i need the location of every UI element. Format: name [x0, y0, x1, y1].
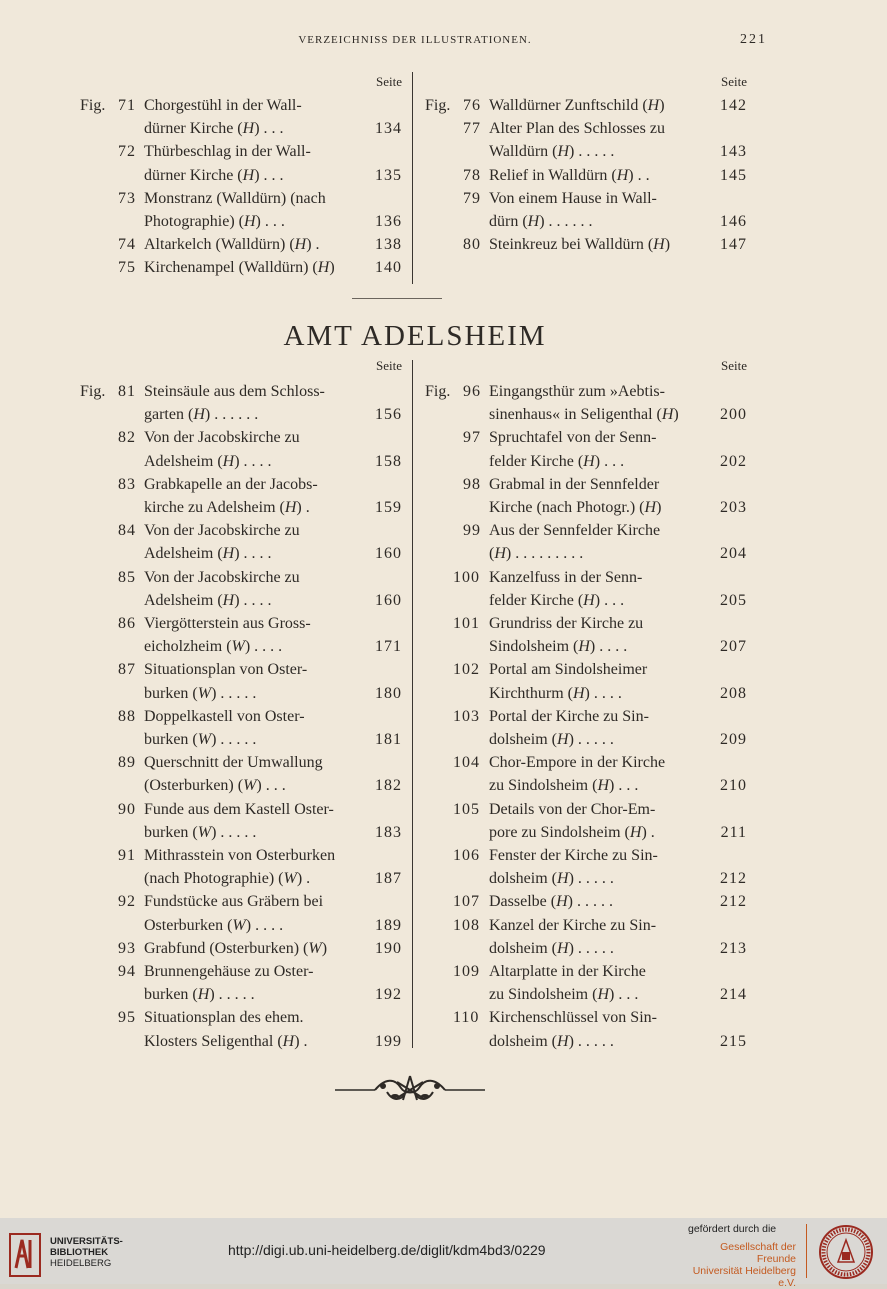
entry-text: dolsheim (H) . . . . .	[489, 1032, 614, 1050]
figure-number: 96	[463, 383, 481, 400]
page-ref: 136	[375, 213, 402, 230]
entry-line	[425, 210, 747, 233]
entry-line	[80, 612, 402, 635]
figure-number: 85	[118, 568, 136, 586]
entry-line	[80, 233, 402, 256]
page-ref: 190	[375, 939, 402, 957]
entry-text: dürner Kirche (H) . . .	[144, 166, 284, 184]
figure-number: 104	[453, 754, 480, 772]
entry-text: Adelsheim (H) . . . .	[144, 591, 272, 609]
entry-line	[80, 682, 402, 705]
entry-text: zu Sindolsheim (H) . . .	[489, 777, 639, 795]
page-ref: 183	[375, 823, 402, 841]
entry-line	[80, 705, 402, 728]
figure-number: 82	[118, 429, 136, 447]
page-ref: 208	[720, 684, 747, 702]
running-head-title: VERZEICHNISS DER ILLUSTRATIONEN.	[298, 34, 532, 46]
entry-text: Kirche (nach Photogr.) (H)	[489, 499, 662, 516]
entry-line	[80, 589, 402, 612]
entry-text: Steinkreuz bei Walldürn (H)	[489, 236, 671, 254]
entry-text: Kirchenschlüssel von Sin-	[489, 1009, 657, 1027]
university-seal-icon	[818, 1224, 874, 1280]
page-ref: 180	[375, 684, 402, 702]
entry-text: dürner Kirche (H) . . .	[144, 120, 284, 138]
entry-line	[80, 256, 402, 279]
entry-line	[425, 774, 747, 797]
entry-line	[425, 117, 747, 140]
entry-text: garten (H) . . . . . .	[144, 406, 259, 424]
figure-number: 89	[118, 754, 136, 772]
entry-line	[80, 380, 402, 403]
entry-line	[80, 473, 402, 496]
page-ref: 211	[720, 823, 747, 841]
entry-text: Fenster der Kirche zu Sin-	[489, 847, 658, 864]
entry-line	[80, 821, 402, 844]
page-ref: 135	[375, 166, 402, 184]
page-ref: 200	[720, 406, 747, 424]
figure-number: 98	[463, 475, 481, 493]
figure-number: 99	[463, 522, 481, 540]
figure-number: 86	[118, 615, 136, 632]
entry-text: zu Sindolsheim (H) . . .	[489, 986, 639, 1004]
entry-text: Viergötterstein aus Gross-	[144, 615, 311, 632]
fig-label: Fig.	[80, 97, 106, 114]
page-ref: 181	[375, 731, 402, 748]
entry-line	[425, 94, 747, 117]
figure-number: 105	[453, 800, 480, 818]
figure-number: 78	[463, 166, 481, 184]
figure-number: 83	[118, 475, 136, 493]
entry-text: Doppelkastell von Oster-	[144, 707, 305, 725]
entry-text: burken (W) . . . . .	[144, 823, 257, 841]
entry-line	[425, 187, 747, 210]
entry-text: Steinsäule aus dem Schloss-	[144, 383, 325, 400]
entry-line	[425, 890, 747, 913]
page-ref: 214	[720, 986, 747, 1004]
entry-text: Querschnitt der Umwallung	[144, 754, 323, 772]
figure-number: 80	[463, 236, 481, 254]
entry-text: Grundriss der Kirche zu	[489, 615, 644, 632]
entry-text: dolsheim (H) . . . . .	[489, 731, 614, 748]
digitization-footer	[0, 1218, 887, 1289]
entry-text: Klosters Seligenthal (H) .	[144, 1032, 308, 1050]
entry-line	[80, 496, 402, 519]
column-divider	[412, 360, 413, 1048]
entry-line	[80, 844, 402, 867]
entry-line	[80, 164, 402, 187]
entry-line	[80, 774, 402, 797]
figure-number: 73	[118, 189, 136, 207]
figure-number: 72	[118, 143, 136, 161]
page-ref: 203	[720, 499, 747, 516]
entry-text: Sindolsheim (H) . . . .	[489, 638, 628, 656]
entry-text: Relief in Walldürn (H) . .	[489, 166, 650, 184]
figure-number: 107	[453, 893, 480, 911]
entry-line	[425, 867, 747, 890]
section-title: AMT ADELSHEIM	[283, 320, 547, 352]
seite-label: Seite	[376, 358, 402, 373]
entry-line	[80, 117, 402, 140]
entry-text: Walldürn (H) . . . . .	[489, 143, 615, 161]
page-ref: 213	[720, 939, 747, 957]
section-rule	[352, 298, 442, 299]
page-ref: 212	[720, 870, 747, 888]
entry-text: Altarkelch (Walldürn) (H) .	[144, 236, 320, 254]
seite-label: Seite	[376, 74, 402, 89]
page-ref: 134	[375, 120, 402, 138]
figure-number: 71	[118, 97, 136, 114]
page-ref: 199	[375, 1032, 402, 1050]
library-name: UNIVERSITÄTS- BIBLIOTHEK HEIDELBERG	[50, 1236, 123, 1269]
entry-line	[80, 890, 402, 913]
entry-line	[425, 233, 747, 256]
fig-label: Fig.	[425, 97, 451, 114]
entry-text: Spruchtafel von der Senn-	[489, 429, 657, 447]
entry-line	[425, 403, 747, 426]
entry-line	[425, 426, 747, 449]
entry-text: Portal am Sindolsheimer	[489, 661, 648, 679]
figure-number: 97	[463, 429, 481, 447]
page-ref: 160	[375, 591, 402, 609]
entry-text: Dasselbe (H) . . . . .	[489, 893, 613, 911]
entry-line	[425, 658, 747, 681]
entry-line	[425, 844, 747, 867]
entry-line	[80, 542, 402, 565]
entry-line	[80, 519, 402, 542]
entry-text: dolsheim (H) . . . . .	[489, 939, 614, 957]
page-ref: 207	[720, 638, 747, 656]
figure-number: 75	[118, 259, 136, 277]
page-ref: 210	[720, 777, 747, 795]
entry-line	[425, 705, 747, 728]
bottom-left-column	[80, 358, 402, 1058]
figure-number: 91	[118, 847, 136, 864]
entry-line	[80, 450, 402, 473]
page-ref: 209	[720, 731, 747, 748]
entry-text: Chorgestühl in der Wall-	[144, 97, 302, 114]
entry-line	[80, 210, 402, 233]
figure-number: 79	[463, 189, 481, 207]
entry-text: pore zu Sindolsheim (H) .	[489, 823, 655, 841]
entry-line	[425, 473, 747, 496]
entry-line	[80, 751, 402, 774]
page-ref: 192	[375, 986, 402, 1004]
society-name: Gesellschaft der Freunde Universität Heidelberg e.V.	[692, 1241, 796, 1289]
entry-text: Aus der Sennfelder Kirche	[489, 522, 661, 540]
entry-line	[425, 1006, 747, 1029]
figure-number: 102	[453, 661, 480, 679]
entry-line	[425, 983, 747, 1006]
column-divider	[412, 72, 413, 284]
entry-text: sinenhaus« in Seligenthal (H)	[489, 406, 679, 424]
entry-line	[425, 140, 747, 163]
entry-text: (Osterburken) (W) . . .	[144, 777, 286, 795]
figure-number: 92	[118, 893, 136, 911]
entry-text: dolsheim (H) . . . . .	[489, 870, 614, 888]
entry-line	[80, 658, 402, 681]
entry-text: Situationsplan des ehem.	[144, 1009, 304, 1027]
entry-text: Situationsplan von Oster-	[144, 661, 308, 679]
bottom-right-column	[425, 358, 747, 1058]
entry-line	[80, 728, 402, 751]
entry-text: Eingangsthür zum »Aebtis-	[489, 383, 665, 400]
page-ref: 145	[720, 166, 747, 184]
figure-number: 110	[453, 1009, 480, 1027]
entry-line	[425, 589, 747, 612]
figure-number: 87	[118, 661, 136, 679]
entry-text: Osterburken (W) . . . .	[144, 916, 284, 934]
entry-line	[80, 983, 402, 1006]
top-right-column	[425, 74, 747, 284]
entry-line	[80, 140, 402, 163]
entry-text: burken (H) . . . . .	[144, 986, 255, 1004]
entry-text: Funde aus dem Kastell Oster-	[144, 800, 334, 818]
page-ref: 156	[375, 406, 402, 424]
entry-text: eicholzheim (W) . . . .	[144, 638, 283, 656]
page-ref: 212	[720, 893, 747, 911]
page-ref: 142	[720, 97, 747, 114]
entry-line	[80, 960, 402, 983]
page-ref: 147	[720, 236, 747, 254]
entry-text: Mithrasstein von Osterburken	[144, 847, 336, 864]
entry-text: Von der Jacobskirche zu	[144, 429, 300, 447]
page-ref: 140	[375, 259, 402, 277]
source-url-link[interactable]: http://digi.ub.uni-heidelberg.de/diglit/kdm4bd3/0229	[228, 1242, 546, 1258]
figure-number: 90	[118, 800, 136, 818]
entry-line	[80, 187, 402, 210]
entry-line	[425, 1030, 747, 1053]
entry-line	[425, 566, 747, 589]
entry-text: Kirchthurm (H) . . . .	[489, 684, 622, 702]
figure-number: 103	[453, 707, 480, 725]
page-ref: 205	[720, 591, 747, 609]
figure-number: 84	[118, 522, 136, 540]
figure-number: 106	[453, 847, 480, 864]
figure-number: 94	[118, 963, 136, 980]
figure-number: 109	[453, 963, 480, 980]
entry-line	[425, 821, 747, 844]
page-number: 221	[740, 32, 767, 47]
figure-number: 74	[118, 236, 136, 254]
entry-text: Adelsheim (H) . . . .	[144, 545, 272, 563]
entry-line	[425, 937, 747, 960]
page-ref: 187	[375, 870, 402, 888]
entry-text: felder Kirche (H) . . .	[489, 452, 625, 470]
entry-text: Kanzelfuss in der Senn-	[489, 568, 643, 586]
page-ref: 160	[375, 545, 402, 563]
entry-line	[425, 542, 747, 565]
entry-line	[425, 960, 747, 983]
figure-number: 95	[118, 1009, 136, 1027]
entry-text: felder Kirche (H) . . .	[489, 591, 625, 609]
fig-label: Fig.	[80, 383, 106, 400]
entry-text: Monstranz (Walldürn) (nach	[144, 189, 326, 207]
entry-line	[425, 164, 747, 187]
entry-text: burken (W) . . . . .	[144, 731, 257, 748]
entry-text: Kanzel der Kirche zu Sin-	[489, 916, 657, 934]
entry-line	[80, 403, 402, 426]
entry-text: Thürbeschlag in der Wall-	[144, 143, 311, 161]
figure-number: 101	[453, 615, 480, 632]
entry-text: Von der Jacobskirche zu	[144, 568, 300, 586]
figure-number: 76	[463, 97, 481, 114]
page-ref: 146	[720, 213, 747, 230]
page-ref: 182	[375, 777, 402, 795]
seite-label: Seite	[721, 358, 747, 373]
entry-line	[80, 867, 402, 890]
page-ref: 204	[720, 545, 747, 563]
seite-label: Seite	[721, 74, 747, 89]
entry-line	[425, 798, 747, 821]
entry-line	[80, 914, 402, 937]
entry-text: dürn (H) . . . . . .	[489, 213, 593, 230]
entry-line	[80, 566, 402, 589]
entry-line	[80, 1030, 402, 1053]
page-ref: 143	[720, 143, 747, 161]
entry-line	[425, 519, 747, 542]
entry-line	[80, 937, 402, 960]
entry-text: (nach Photographie) (W) .	[144, 870, 311, 888]
entry-line	[425, 728, 747, 751]
entry-line	[425, 380, 747, 403]
figure-number: 88	[118, 707, 136, 725]
entry-text: burken (W) . . . . .	[144, 684, 257, 702]
entry-line	[80, 635, 402, 658]
entry-text: Portal der Kirche zu Sin-	[489, 707, 649, 725]
entry-text: Adelsheim (H) . . . .	[144, 452, 272, 470]
entry-line	[80, 426, 402, 449]
entry-line	[80, 94, 402, 117]
entry-line	[425, 612, 747, 635]
entry-text: Alter Plan des Schlosses zu	[489, 120, 665, 138]
entry-line	[425, 682, 747, 705]
page-ref: 189	[375, 916, 402, 934]
figure-number: 100	[453, 568, 480, 586]
entry-text: Altarplatte in der Kirche	[489, 963, 646, 980]
entry-text: Fundstücke aus Gräbern bei	[144, 893, 324, 911]
entry-text: Walldürner Zunftschild (H)	[489, 97, 665, 114]
entry-line	[425, 496, 747, 519]
page-ref: 202	[720, 452, 747, 470]
entry-line	[425, 635, 747, 658]
entry-text: Von der Jacobskirche zu	[144, 522, 300, 540]
entry-line	[425, 450, 747, 473]
university-library-logo-icon	[8, 1232, 44, 1278]
entry-line	[80, 1006, 402, 1029]
top-left-column	[80, 74, 402, 284]
running-head	[0, 32, 887, 52]
entry-text: Grabfund (Osterburken) (W)	[144, 939, 328, 957]
page-ref: 158	[375, 452, 402, 470]
entry-text: Details von der Chor-Em-	[489, 800, 656, 818]
page-ref: 215	[720, 1032, 747, 1050]
figure-number: 108	[453, 916, 480, 934]
footer-divider	[806, 1224, 807, 1278]
entry-text: Brunnengehäuse zu Oster-	[144, 963, 314, 980]
entry-text: kirche zu Adelsheim (H) .	[144, 499, 310, 516]
entry-text: Grabkapelle an der Jacobs-	[144, 475, 318, 493]
entry-line	[425, 751, 747, 774]
entry-line	[425, 914, 747, 937]
entry-text: (H) . . . . . . . . .	[489, 545, 584, 563]
entry-text: Kirchenampel (Walldürn) (H)	[144, 259, 335, 277]
figure-number: 77	[463, 120, 481, 138]
fig-label: Fig.	[425, 383, 451, 400]
floral-ornament	[335, 1070, 485, 1110]
figure-number: 93	[118, 939, 136, 957]
entry-text: Von einem Hause in Wall-	[489, 189, 657, 207]
page-ref: 138	[375, 236, 402, 254]
page-ref: 159	[375, 499, 402, 516]
entry-text: Chor-Empore in der Kirche	[489, 754, 666, 772]
figure-number: 81	[118, 383, 136, 400]
entry-text: Grabmal in der Sennfelder	[489, 475, 660, 493]
page-ref: 171	[375, 638, 402, 656]
funded-by-label: gefördert durch die	[688, 1223, 777, 1235]
entry-line	[80, 798, 402, 821]
entry-text: Photographie) (H) . . .	[144, 213, 285, 230]
